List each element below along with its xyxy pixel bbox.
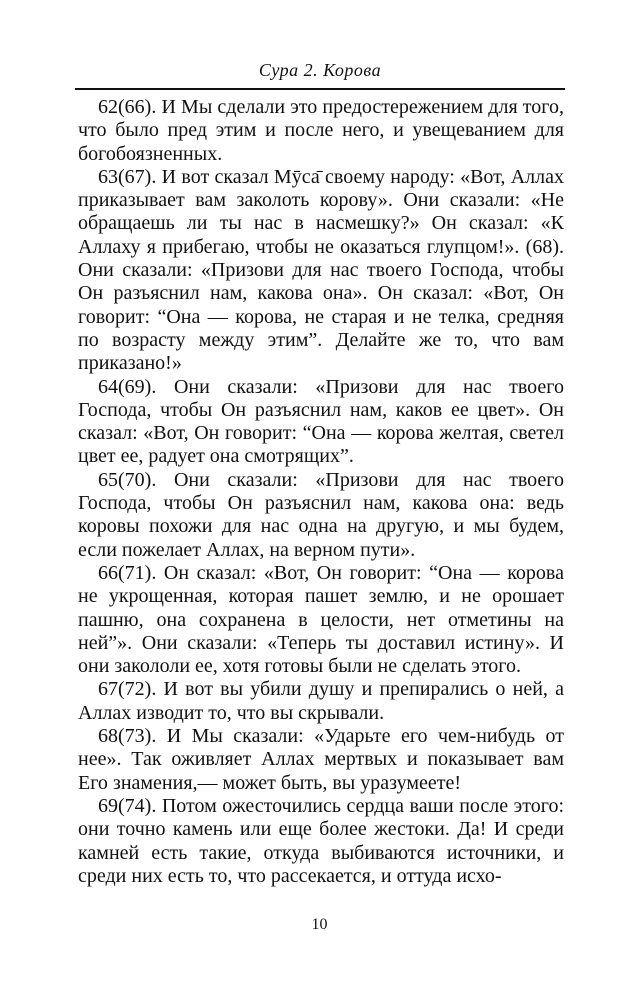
verse-text (78, 96, 564, 888)
verse-63: 63(67). И вот сказал Мӯса̄ своему народу: «Вот, Аллах приказывает вам заколоть корову». Они сказали: «Не обращаешь ли ты нас в насмешку?» Он сказал: «К Аллаху я прибегаю, чтобы не оказаться глупцом!». (68). Они сказали: «Призови для нас твоего Господа, чтобы Он разъяснил нам, какова она». Он сказал: «Вот, Он говорит: “Она — корова, не старая и не телка, средняя по возрасту между этим”. Делайте же то, что вам приказано!» (78, 165, 564, 375)
verse-69: 69(74). Потом ожесточились сердца ваши после этого: они точно камень или еще более жестоки. Да! И среди камней есть такие, откуда выбиваются источники, и среди них есть то, что рассекается, и оттуда исхо- (78, 794, 564, 887)
header-rule (75, 88, 565, 90)
verse-64: 64(69). Они сказали: «Призови для нас твоего Господа, чтобы Он разъяснил нам, каков ее цвет». Он сказал: «Вот, Он говорит: “Она — корова желтая, светел цвет ее, радует она смотрящих”. (78, 375, 564, 468)
page-number: 10 (311, 916, 328, 933)
verse-65: 65(70). Они сказали: «Призови для нас твоего Господа, чтобы Он разъяснил нам, какова она: ведь коровы похожи для нас одна на другую, и мы будем, если пожелает Аллах, на верном пути». (78, 468, 564, 561)
verse-62: 62(66). И Мы сделали это предостережением для того, что было пред этим и после него, и увещеванием для богобоязненных. (78, 96, 564, 165)
running-header: Сура 2. Корова (258, 60, 382, 80)
verse-67: 67(72). И вот вы убили душу и препирались о ней, а Аллах изводит то, что вы скрывали. (78, 678, 564, 724)
verse-68: 68(73). И Мы сказали: «Ударьте его чем-нибудь от нее». Так оживляет Аллах мертвых и показывает вам Его знамения,— может быть, вы уразумеете! (78, 725, 564, 794)
verse-66: 66(71). Он сказал: «Вот, Он говорит: “Она — корова не укрощенная, которая пашет землю, и не орошает пашню, она сохранена в целости, нет отметины на ней”». Они сказали: «Теперь ты доставил истину». И они закололи ее, хотя готовы были не сделать этого. (78, 561, 564, 678)
